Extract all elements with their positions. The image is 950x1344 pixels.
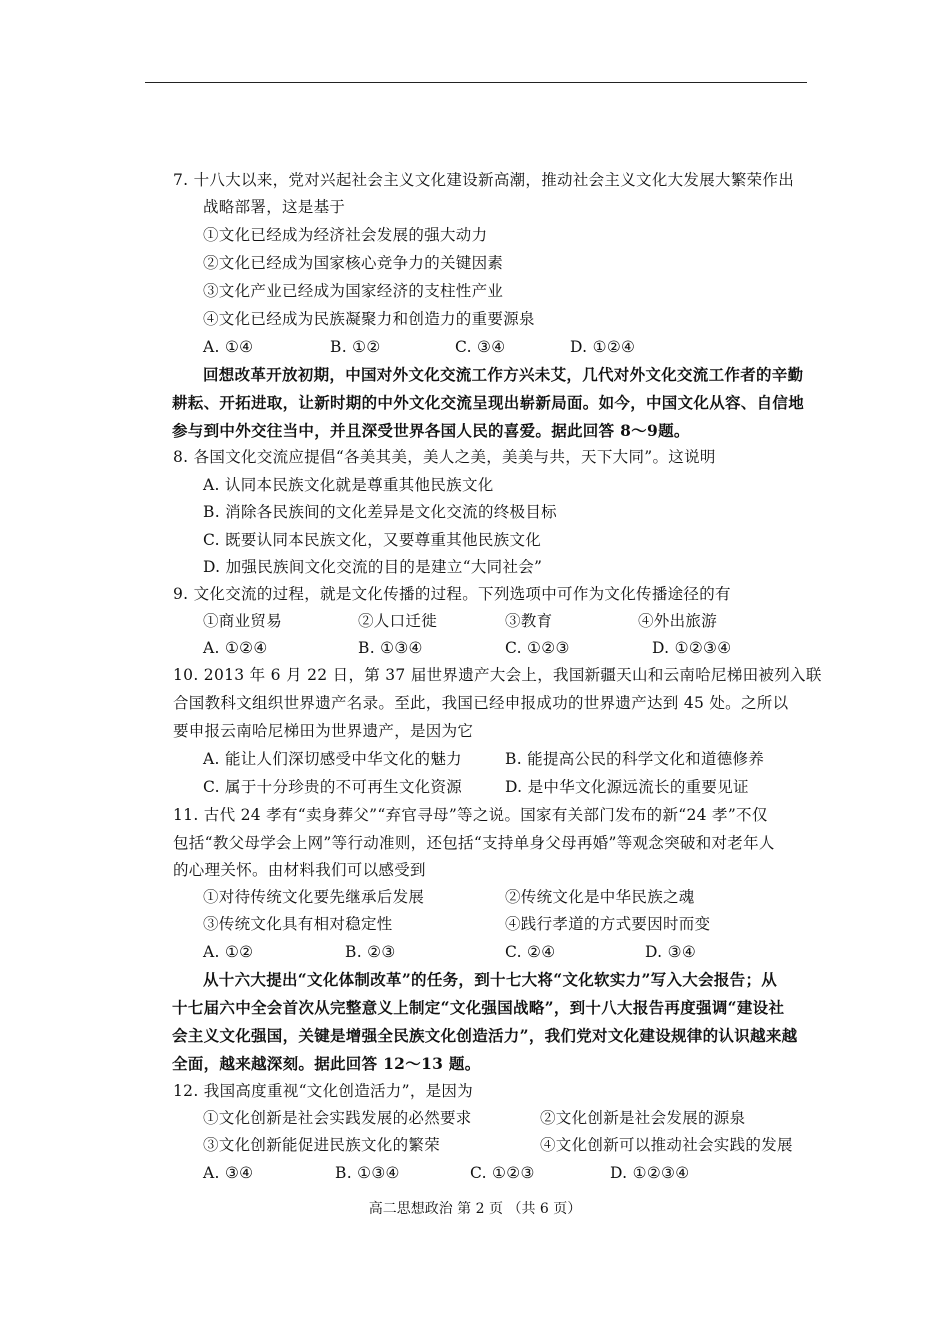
text-line: C. ①②③ bbox=[470, 1164, 535, 1182]
text-line: 9. 文化交流的过程，就是文化传播的过程。下列选项中可作为文化传播途径的有 bbox=[173, 585, 731, 603]
text-line: B. ①③④ bbox=[335, 1164, 400, 1182]
text-line: ③教育 bbox=[505, 612, 553, 630]
text-line: ④文化创新可以推动社会实践的发展 bbox=[540, 1136, 793, 1154]
text-line: A. ①④ bbox=[203, 338, 254, 356]
text-line: D. ①②③④ bbox=[610, 1164, 690, 1182]
text-line: A. ①②④ bbox=[203, 639, 268, 657]
text-line: B. ①③④ bbox=[358, 639, 423, 657]
text-line: C. 既要认同本民族文化，又要尊重其他民族文化 bbox=[203, 531, 542, 549]
text-line: ④文化已经成为民族凝聚力和创造力的重要源泉 bbox=[203, 310, 535, 328]
text-line: 战略部署，这是基于 bbox=[203, 198, 346, 216]
header-rule bbox=[145, 82, 807, 83]
text-line: ②文化已经成为国家核心竞争力的关键因素 bbox=[203, 254, 504, 272]
text-line: 要申报云南哈尼梯田为世界遗产，是因为它 bbox=[173, 722, 474, 740]
text-line: 回想改革开放初期，中国对外文化交流工作方兴未艾，几代对外文化交流工作者的辛勤 bbox=[203, 365, 804, 384]
page-footer: 高二思想政治 第 2 页 （共 6 页） bbox=[368, 1201, 582, 1217]
text-line: 包括“教父母学会上网”等行动准则，还包括“支持单身父母再婚”等观念突破和对老年人 bbox=[173, 834, 775, 852]
text-line: 7. 十八大以来，党对兴起社会主义文化建设新高潮，推动社会主义文化大发展大繁荣作出 bbox=[173, 171, 795, 189]
text-line: C. ①②③ bbox=[505, 639, 570, 657]
text-line: D. ③④ bbox=[645, 943, 697, 961]
text-line: 全面，越来越深刻。据此回答 12～13 题。 bbox=[172, 1054, 481, 1073]
text-line: ③文化创新能促进民族文化的繁荣 bbox=[203, 1136, 441, 1154]
text-line: B. 能提高公民的科学文化和道德修养 bbox=[505, 750, 765, 768]
text-line: 10. 2013 年 6 月 22 日，第 37 届世界遗产大会上，我国新疆天山和云南哈尼梯田被列入联 bbox=[173, 666, 822, 684]
text-line: 合国教科文组织世界遗产名录。至此，我国已经申报成功的世界遗产达到 45 处。之所以 bbox=[173, 694, 789, 712]
text-line: 8. 各国文化交流应提倡“各美其美，美人之美，美美与共，天下大同”。这说明 bbox=[173, 448, 716, 466]
text-line: 十七届六中全会首次从完整意义上制定“文化强国战略”，到十八大报告再度强调“建设社 bbox=[172, 998, 785, 1017]
text-line: ①商业贸易 bbox=[203, 612, 283, 630]
text-line: ④践行孝道的方式要因时而变 bbox=[505, 915, 711, 933]
text-line: B. ①② bbox=[330, 338, 381, 356]
text-line: 会主义文化强国，关键是增强全民族文化创造活力”，我们党对文化建设规律的认识越来越 bbox=[172, 1026, 798, 1045]
text-line: ③传统文化具有相对稳定性 bbox=[203, 915, 393, 933]
text-line: ①对待传统文化要先继承后发展 bbox=[203, 888, 425, 906]
text-line: 从十六大提出“文化体制改革”的任务，到十七大将“文化软实力”写入大会报告；从 bbox=[203, 970, 778, 989]
text-line: ①文化已经成为经济社会发展的强大动力 bbox=[203, 226, 488, 244]
text-line: C. ②④ bbox=[505, 943, 556, 961]
text-line: 11. 古代 24 孝有“卖身葬父”“弃官寻母”等之说。国家有关部门发布的新“24 孝”不仅 bbox=[173, 806, 768, 824]
text-line: D. 加强民族间文化交流的目的是建立“大同社会” bbox=[203, 558, 543, 576]
text-line: C. 属于十分珍贵的不可再生文化资源 bbox=[203, 778, 463, 796]
text-line: ②传统文化是中华民族之魂 bbox=[505, 888, 695, 906]
text-line: A. ③④ bbox=[203, 1164, 254, 1182]
text-line: B. 消除各民族间的文化差异是文化交流的终极目标 bbox=[203, 503, 557, 521]
text-line: ②文化创新是社会发展的源泉 bbox=[540, 1109, 746, 1127]
text-line: D. 是中华文化源远流长的重要见证 bbox=[505, 778, 749, 796]
text-line: A. 认同本民族文化就是尊重其他民族文化 bbox=[203, 476, 494, 494]
text-line: 12. 我国高度重视“文化创造活力”，是因为 bbox=[173, 1082, 474, 1100]
text-line: 参与到中外交往当中，并且深受世界各国人民的喜爱。据此回答 8～9题。 bbox=[172, 421, 690, 440]
text-line: C. ③④ bbox=[455, 338, 506, 356]
text-line: B. ②③ bbox=[345, 943, 396, 961]
text-line: ③文化产业已经成为国家经济的支柱性产业 bbox=[203, 282, 504, 300]
text-line: D. ①②④ bbox=[570, 338, 636, 356]
text-line: ②人口迁徙 bbox=[358, 612, 438, 630]
text-line: ④外出旅游 bbox=[638, 612, 718, 630]
text-line: A. ①② bbox=[203, 943, 254, 961]
text-line: ①文化创新是社会实践发展的必然要求 bbox=[203, 1109, 472, 1127]
text-line: D. ①②③④ bbox=[652, 639, 732, 657]
text-line: A. 能让人们深切感受中华文化的魅力 bbox=[203, 750, 462, 768]
text-line: 的心理关怀。由材料我们可以感受到 bbox=[173, 861, 426, 879]
text-line: 耕耘、开拓进取，让新时期的中外文化交流呈现出崭新局面。如今，中国文化从容、自信地 bbox=[172, 393, 805, 412]
